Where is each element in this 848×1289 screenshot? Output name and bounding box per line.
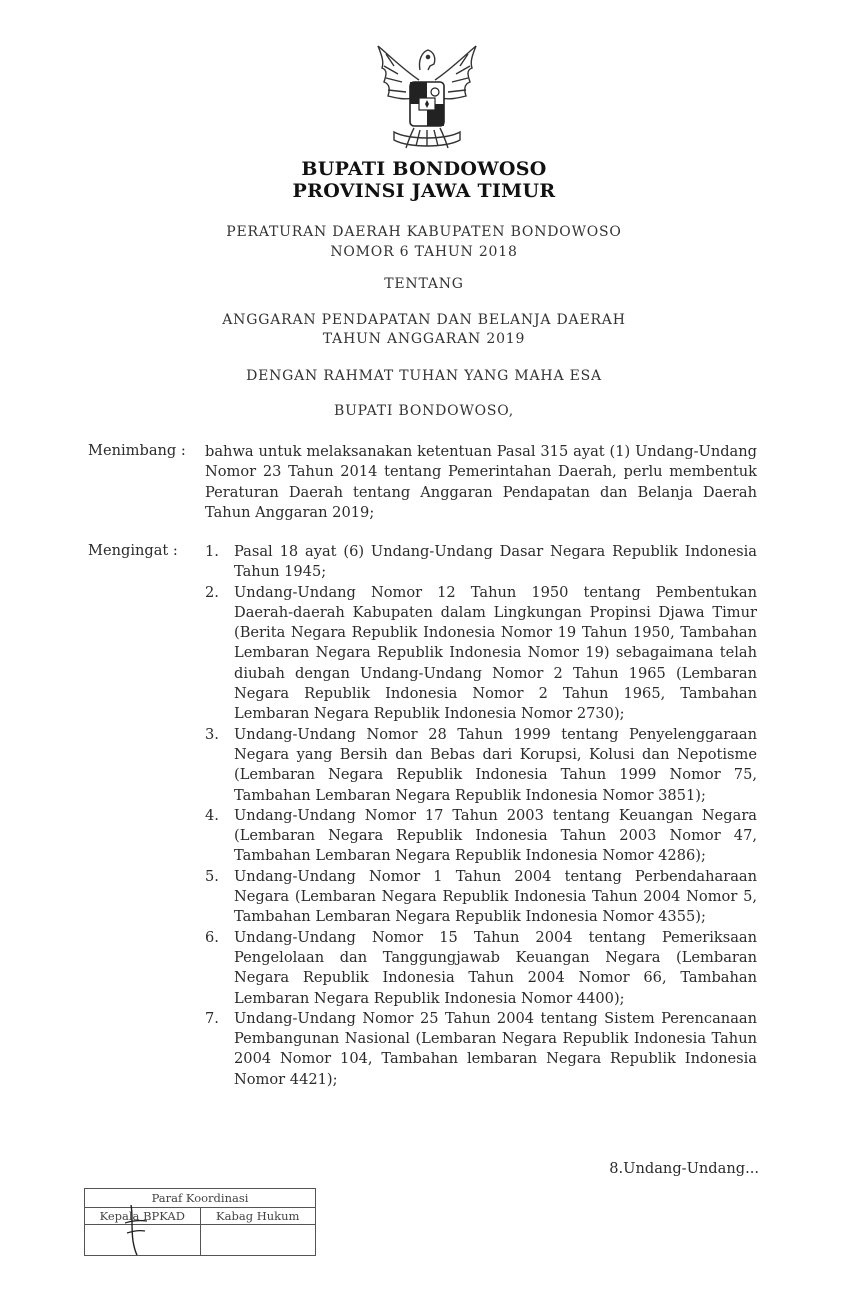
regulation-preamble: DENGAN RAHMAT TUHAN YANG MAHA ESA (246, 368, 602, 384)
item-number: 5. (205, 867, 219, 885)
item-number: 2. (205, 583, 219, 601)
list-item (199, 542, 757, 583)
regulation-number: NOMOR 6 TAHUN 2018 (330, 244, 518, 260)
paraf-title: Paraf Koordinasi (85, 1189, 315, 1208)
regulation-subject-line1: ANGGARAN PENDAPATAN DAN BELANJA DAERAH (222, 312, 626, 328)
handwritten-initial-icon (117, 1201, 157, 1257)
mengingat-list (199, 542, 757, 1090)
item-number: 3. (205, 725, 219, 743)
item-text: Undang-Undang Nomor 15 Tahun 2004 tentang Pemeriksaan Pengelolaan dan Tanggungjawab Keuangan Negara (Lembaran Negara Republik Indonesia Tahun 2004 Nomor 66, Tambahan Lembaran Negara Republik Indonesia Nomor 4400); (234, 928, 757, 1007)
regulation-name: PERATURAN DAERAH KABUPATEN BONDOWOSO (226, 224, 622, 240)
item-text: Undang-Undang Nomor 28 Tahun 1999 tentang Penyelenggaraan Negara yang Bersih dan Bebas dari Korupsi, Kolusi dan Nepotisme (Lembaran Negara Republik Indonesia Tahun 1999 Nomor 75, Tambahan Lembaran Negara Republik Indonesia Nomor 3851); (234, 725, 757, 804)
item-number: 7. (205, 1009, 219, 1027)
list-item (199, 1009, 757, 1090)
list-item (199, 725, 757, 806)
paraf-empty-cell (200, 1225, 316, 1255)
menimbang-text: bahwa untuk melaksanakan ketentuan Pasal 315 ayat (1) Undang-Undang Nomor 23 Tahun 2014 tentang Pemerintahan Daerah, perlu membentuk Peraturan Daerah tentang Anggaran Pendapatan dan Belanja Daerah Tahun Anggaran 2019; (205, 443, 757, 521)
item-number: 1. (205, 543, 219, 560)
item-text: Undang-Undang Nomor 1 Tahun 2004 tentang Perbendaharaan Negara (Lembaran Negara Republik Indonesia Tahun 2004 Nomor 5, Tambahan Lembaran Negara Republik Indonesia Nomor 4355); (234, 867, 757, 926)
paraf-signature-cell (85, 1225, 200, 1255)
regulation-about: TENTANG (384, 276, 464, 292)
item-number: 6. (205, 928, 219, 946)
list-item (199, 583, 757, 725)
item-text: Undang-Undang Nomor 17 Tahun 2003 tentang Keuangan Negara (Lembaran Negara Republik Indonesia Tahun 2003 Nomor 47, Tambahan Lembaran Negara Republik Indonesia Nomor 4286); (234, 806, 757, 865)
menimbang-label: Menimbang : (88, 442, 186, 459)
header-title-line2: PROVINSI JAWA TIMUR (292, 180, 556, 202)
regulation-subject-line2: TAHUN ANGGARAN 2019 (322, 331, 526, 347)
paraf-col-kepala-bpkad: Kepala BPKAD (99, 1209, 185, 1223)
item-text: Undang-Undang Nomor 12 Tahun 1950 tentang Pembentukan Daerah-daerah Kabupaten dalam Lingkungan Propinsi Djawa Timur (Berita Negara Republik Indonesia Nomor 19 Tahun 1950, Tambahan Lembaran Negara Republik Indonesia Nomor 19) sebagaimana telah diubah dengan Undang-Undang Nomor 2 Tahun 1965 (Lembaran Negara Republik Indonesia Nomor 2 Tahun 1965, Tambahan Lembaran Negara Republik Indonesia Nomor 2730); (234, 583, 757, 723)
garuda-emblem-icon (364, 40, 490, 152)
regulation-issuer: BUPATI BONDOWOSO, (333, 403, 515, 419)
item-text: Pasal 18 ayat (6) Undang-Undang Dasar Negara Republik Indonesia Tahun 1945; (234, 543, 757, 581)
paraf-col-kabag-hukum: Kabag Hukum (200, 1208, 316, 1224)
list-item (199, 928, 757, 1009)
list-item (199, 806, 757, 867)
continuation-reference: 8.Undang-Undang... (609, 1160, 759, 1177)
list-item (199, 867, 757, 928)
paraf-koordinasi-box (84, 1188, 316, 1256)
item-text: Undang-Undang Nomor 25 Tahun 2004 tentang Sistem Perencanaan Pembangunan Nasional (Lembaran Negara Republik Indonesia Tahun 2004 Nomor 104, Tambahan lembaran Negara Republik Indonesia Nomor 4421); (234, 1009, 757, 1088)
mengingat-label: Mengingat : (88, 542, 178, 559)
header-title-line1: BUPATI BONDOWOSO (301, 158, 547, 180)
item-number: 4. (205, 806, 219, 824)
